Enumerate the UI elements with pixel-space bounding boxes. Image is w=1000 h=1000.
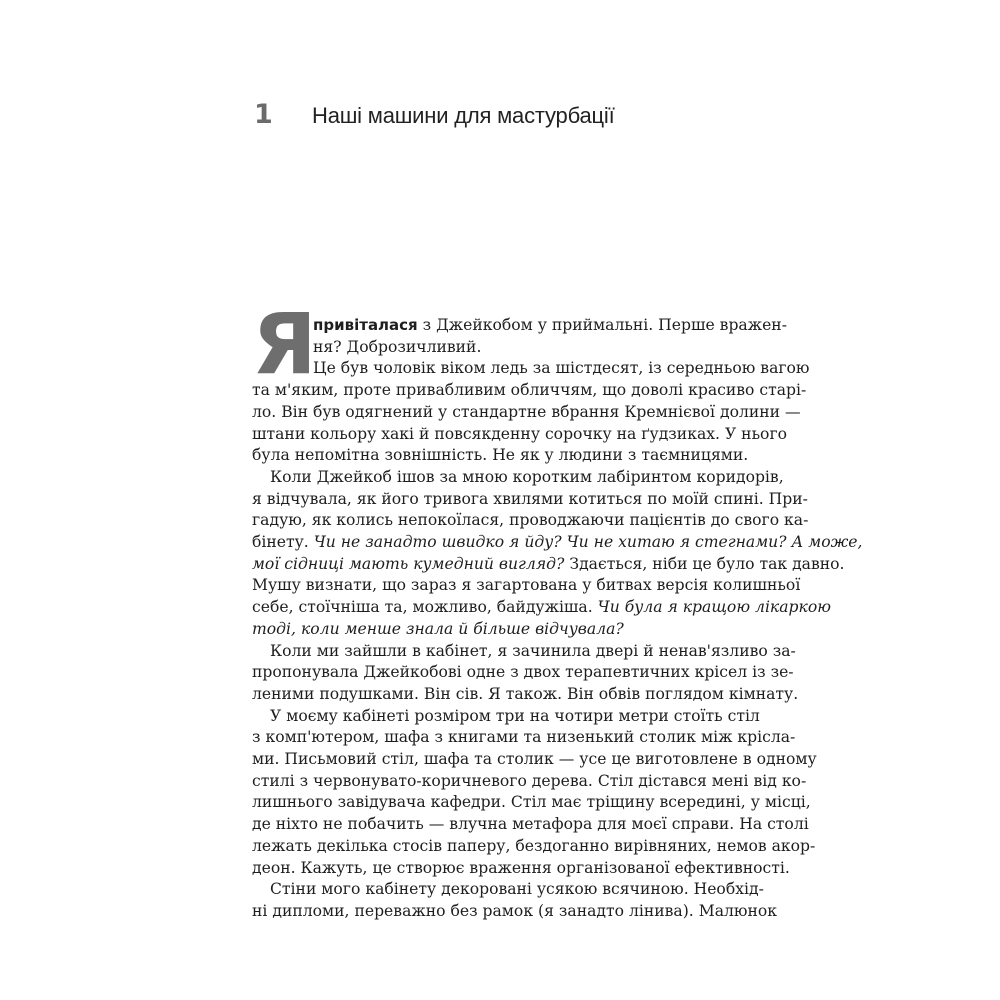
text-run: У моєму кабінеті розміром три на чотири метри стоїть стіл (270, 706, 760, 725)
text-line (252, 769, 807, 793)
text-run: ло. Він був одягнений у стандартне вбрання Кремнієвої долини — (252, 402, 801, 421)
text-run: Здається, ніби це було так давно. (564, 554, 845, 573)
text-line (252, 834, 816, 858)
text-line (252, 747, 817, 771)
text-run: стилі з червонувато-коричневого дерева. Стіл дістався мені від ко- (252, 771, 807, 790)
text-line (252, 790, 811, 814)
text-line (313, 313, 787, 337)
text-line (252, 552, 845, 576)
italic-run: Чи була я кращою лікаркою (597, 598, 831, 617)
text-run: ми. Письмовий стіл, шафа та столик — усе це виготовлене в одному (252, 750, 817, 768)
italic-run: тоді, коли менше знала й більше відчувала? (252, 619, 624, 638)
text-line (252, 856, 790, 880)
text-line (252, 422, 788, 446)
italic-run: мої сідниці мають кумедний вигляд? (252, 554, 565, 573)
text-run: лежать декілька стосів паперу, бездоганно вирівняних, немов акор- (252, 836, 816, 855)
text-run: Мушу визнати, що зараз я загартована у битвах версія колишньої (252, 576, 801, 595)
text-line (313, 356, 810, 380)
text-run: та м'яким, проте привабливим обличчям, що доволі красиво старі- (252, 381, 807, 400)
text-line (252, 660, 794, 684)
text-line (270, 877, 764, 901)
text-run: Коли ми зайшли в кабінет, я зачинила двері й ненав'язливо за- (270, 641, 796, 660)
text-line (313, 335, 746, 359)
text-run: пропонувала Джейкобові одне з двох терапевтичних крісел із зе- (252, 663, 794, 682)
text-run: лишнього завідувача кафедри. Стіл має тріщину всередині, у місці, (252, 793, 811, 812)
text-run: була непомітна зовнішність. Не як у людини з таємницями. (252, 446, 749, 465)
text-line (270, 704, 760, 728)
text-run: гадую, як колись непокоїлася, проводжаючи пацієнтів до свого ка- (252, 511, 809, 530)
text-run: Це був чоловік віком ледь за шістдесят, із середньою вагою (313, 359, 810, 378)
text-run: Коли Джейкоб ішов за мною коротким лабіринтом коридорів, (270, 467, 784, 486)
text-run: де ніхто не побачить — влучна метафора для моєї справи. На столі (252, 815, 809, 834)
text-line (252, 400, 801, 424)
text-run: Стіни мого кабінету декоровані усякою всячиною. Необхід- (270, 880, 764, 899)
text-run: штани кольору хакі й повсякденну сорочку на ґудзиках. У нього (252, 424, 788, 443)
text-run: ні дипломи, переважно без рамок (я занадто лінива). Малюнок (252, 901, 777, 920)
chapter-title: Наші машини для мастурбації (312, 103, 615, 128)
text-line (252, 573, 801, 597)
text-run: з комп'ютером, шафа з книгами та низенький столик між крісла- (252, 728, 796, 747)
text-line (252, 487, 808, 511)
text-run: бінету. (252, 533, 314, 551)
text-line (252, 378, 807, 402)
text-line (252, 812, 809, 836)
text-line (252, 725, 796, 749)
chapter-number: 1 (254, 99, 273, 130)
text-run: з Джейкобом у приймальні. Перше вражен- (417, 316, 787, 334)
text-run: ня? Доброзичливий. (313, 337, 482, 356)
text-run: я відчувала, як його тривога хвилями котиться по моїй спині. При- (252, 489, 808, 508)
text-run: леними подушками. Він сів. Я також. Він обвів поглядом кімнату. (252, 684, 799, 703)
italic-run: Чи не занадто швидко я йду? Чи не хитаю я стегнами? А може, (313, 533, 863, 551)
text-line (270, 639, 796, 663)
text-line (252, 508, 809, 532)
bold-run: привіталася (313, 316, 418, 334)
text-line (252, 443, 749, 467)
text-line (252, 617, 746, 641)
text-line (270, 465, 784, 489)
text-line (252, 682, 799, 706)
text-line (252, 595, 831, 619)
text-line (252, 530, 863, 554)
text-run: деон. Кажуть, це створює враження організованої ефективності. (252, 858, 790, 877)
drop-cap: Я (252, 295, 317, 393)
text-run: себе, стоїчніша та, можливо, байдужіша. (252, 598, 598, 617)
text-line (252, 899, 777, 923)
